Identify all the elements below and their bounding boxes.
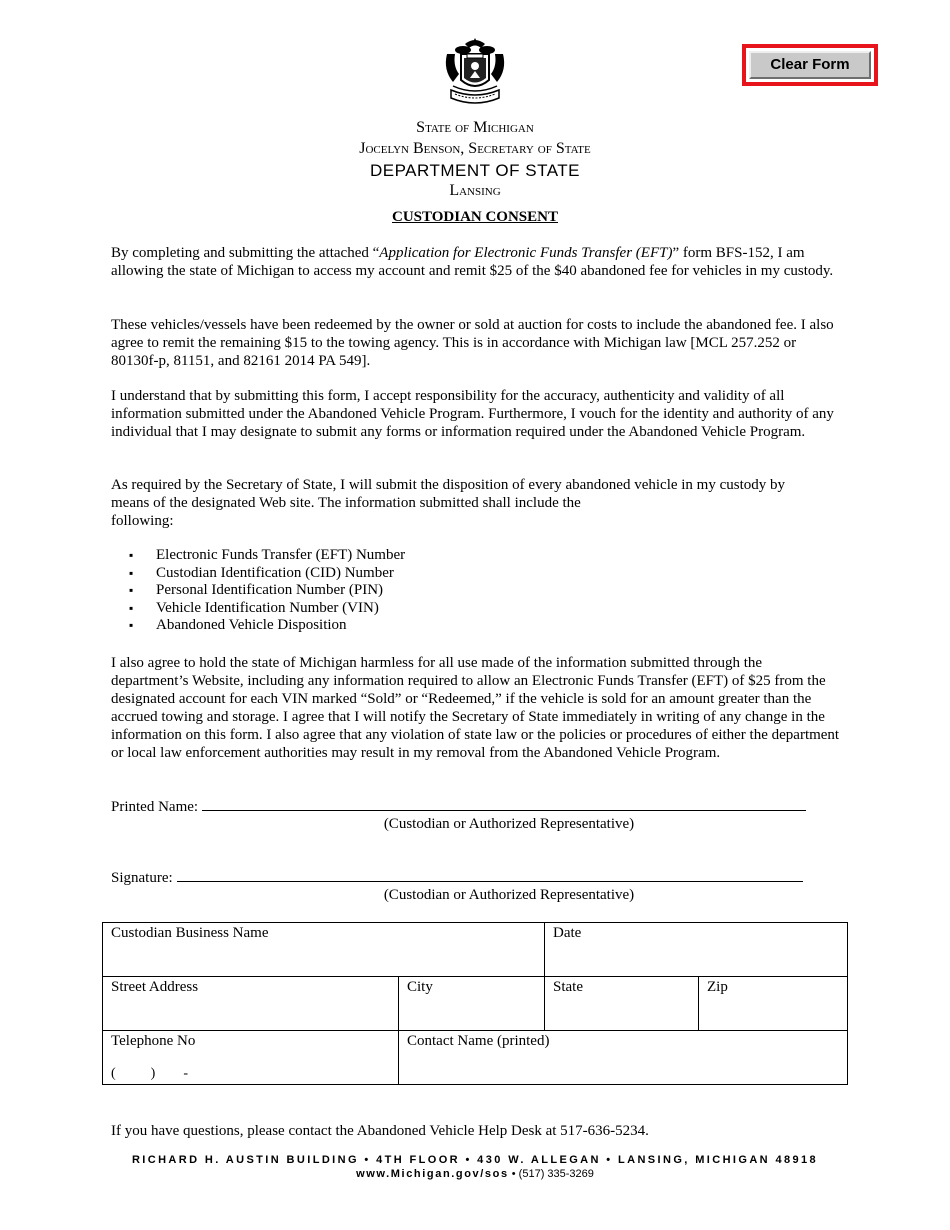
list-item: ▪ Abandoned Vehicle Disposition bbox=[111, 617, 405, 635]
required-info-list bbox=[111, 547, 405, 635]
signature-field[interactable] bbox=[177, 869, 803, 882]
paragraph-remit: These vehicles/vessels have been redeemed by the owner or sold at auction for costs to include the abandoned fee. I also agree to remit the remaining $15 to the towing agency. This is in accordance with Michigan law [MCL 257.252 or 80130f-p, 81151, and 82161 2014 PA 549]. bbox=[111, 317, 834, 369]
footer-website-link[interactable]: www.Michigan.gov/sos bbox=[356, 1168, 509, 1180]
clear-form-button[interactable]: Clear Form bbox=[742, 44, 878, 86]
date-cell[interactable] bbox=[545, 923, 848, 977]
paragraph-disposition: As required by the Secretary of State, I will submit the disposition of every abandoned vehicle in my custody by means of the designated Web site. The information submitted shall include the following: bbox=[111, 477, 786, 529]
header-department: DEPARTMENT OF STATE bbox=[369, 161, 581, 180]
list-item: ▪ Electronic Funds Transfer (EFT) Number bbox=[111, 547, 405, 565]
footer-contact bbox=[0, 1168, 950, 1180]
eft-form-title: Application for Electronic Funds Transfer (EFT) bbox=[379, 245, 673, 261]
telephone-cell[interactable] bbox=[103, 1031, 399, 1085]
city-label: City bbox=[407, 979, 433, 995]
list-item: ▪ Vehicle Identification Number (VIN) bbox=[111, 600, 405, 618]
list-item: ▪ Custodian Identification (CID) Number bbox=[111, 565, 405, 583]
printed-name-label: Printed Name: bbox=[111, 799, 199, 815]
header-city: Lansing bbox=[449, 182, 501, 199]
business-name-cell[interactable] bbox=[103, 923, 545, 977]
state-cell[interactable] bbox=[545, 977, 699, 1031]
list-item: ▪ Personal Identification Number (PIN) bbox=[111, 582, 405, 600]
city-cell[interactable] bbox=[399, 977, 545, 1031]
michigan-state-seal-icon bbox=[441, 34, 509, 112]
printed-name-row bbox=[111, 798, 806, 816]
footer-phone: (517) 335-3269 bbox=[518, 1168, 594, 1180]
contact-name-cell[interactable] bbox=[399, 1031, 848, 1085]
help-desk-text: If you have questions, please contact the Abandoned Vehicle Help Desk at 517-636-5234. bbox=[111, 1123, 649, 1139]
footer-address: RICHARD H. AUSTIN BUILDING • 4TH FLOOR • 430 W. ALLEGAN • LANSING, MICHIGAN 48918 bbox=[131, 1154, 819, 1166]
state-label: State bbox=[553, 979, 583, 995]
telephone-template: ( ) - bbox=[111, 1066, 188, 1081]
business-name-label: Custodian Business Name bbox=[111, 925, 269, 941]
date-label: Date bbox=[553, 925, 582, 941]
paragraph-harmless: I also agree to hold the state of Michigan harmless for all use made of the information submitted through the department’s Website, including any information required to allow an Electronic Funds Transfer (EFT) of $25 from the designated account for each VIN marked “Sold” or “Redeemed,” if the vehicle is sold for an amount greater than the accrued towing and storage. I agree that I will notify the Secretary of State immediately in writing of any change in the information on this form. I also agree that any violation of state law or the policies or procedures of either the department or local law enforcement authorities may result in my removal from the Abandoned Vehicle Program. bbox=[111, 655, 840, 761]
header-secretary: Jocelyn Benson, Secretary of State bbox=[359, 140, 591, 157]
paragraph-responsibility: I understand that by submitting this form, I accept responsibility for the accuracy, authenticity and validity of all information submitted under the Abandoned Vehicle Program. Furthermore, I vouch for the identity and authority of any individual that I may designate to submit any forms or information required under the Abandoned Vehicle Program. bbox=[111, 388, 834, 440]
signature-row bbox=[111, 869, 803, 887]
footer-separator: • bbox=[511, 1168, 516, 1180]
zip-label: Zip bbox=[707, 979, 728, 995]
header-state: State of Michigan bbox=[416, 119, 534, 136]
custodian-info-table bbox=[102, 922, 848, 1085]
printed-name-caption: (Custodian or Authorized Representative) bbox=[383, 816, 635, 832]
paragraph-eft: By completing and submitting the attached “Application for Electronic Funds Transfer (EFT)” form BFS-152, I am allowing the state of Michigan to access my account and remit $25 of the $40 abandoned fee for vehicles in my custody. bbox=[111, 245, 834, 279]
printed-name-field[interactable] bbox=[202, 798, 806, 811]
telephone-label: Telephone No bbox=[111, 1033, 196, 1049]
street-address-label: Street Address bbox=[111, 979, 199, 995]
street-address-cell[interactable] bbox=[103, 977, 399, 1031]
signature-caption: (Custodian or Authorized Representative) bbox=[383, 887, 635, 903]
signature-label: Signature: bbox=[111, 870, 173, 886]
page-title: CUSTODIAN CONSENT bbox=[391, 209, 558, 225]
contact-name-label: Contact Name (printed) bbox=[407, 1033, 550, 1049]
zip-cell[interactable] bbox=[699, 977, 848, 1031]
